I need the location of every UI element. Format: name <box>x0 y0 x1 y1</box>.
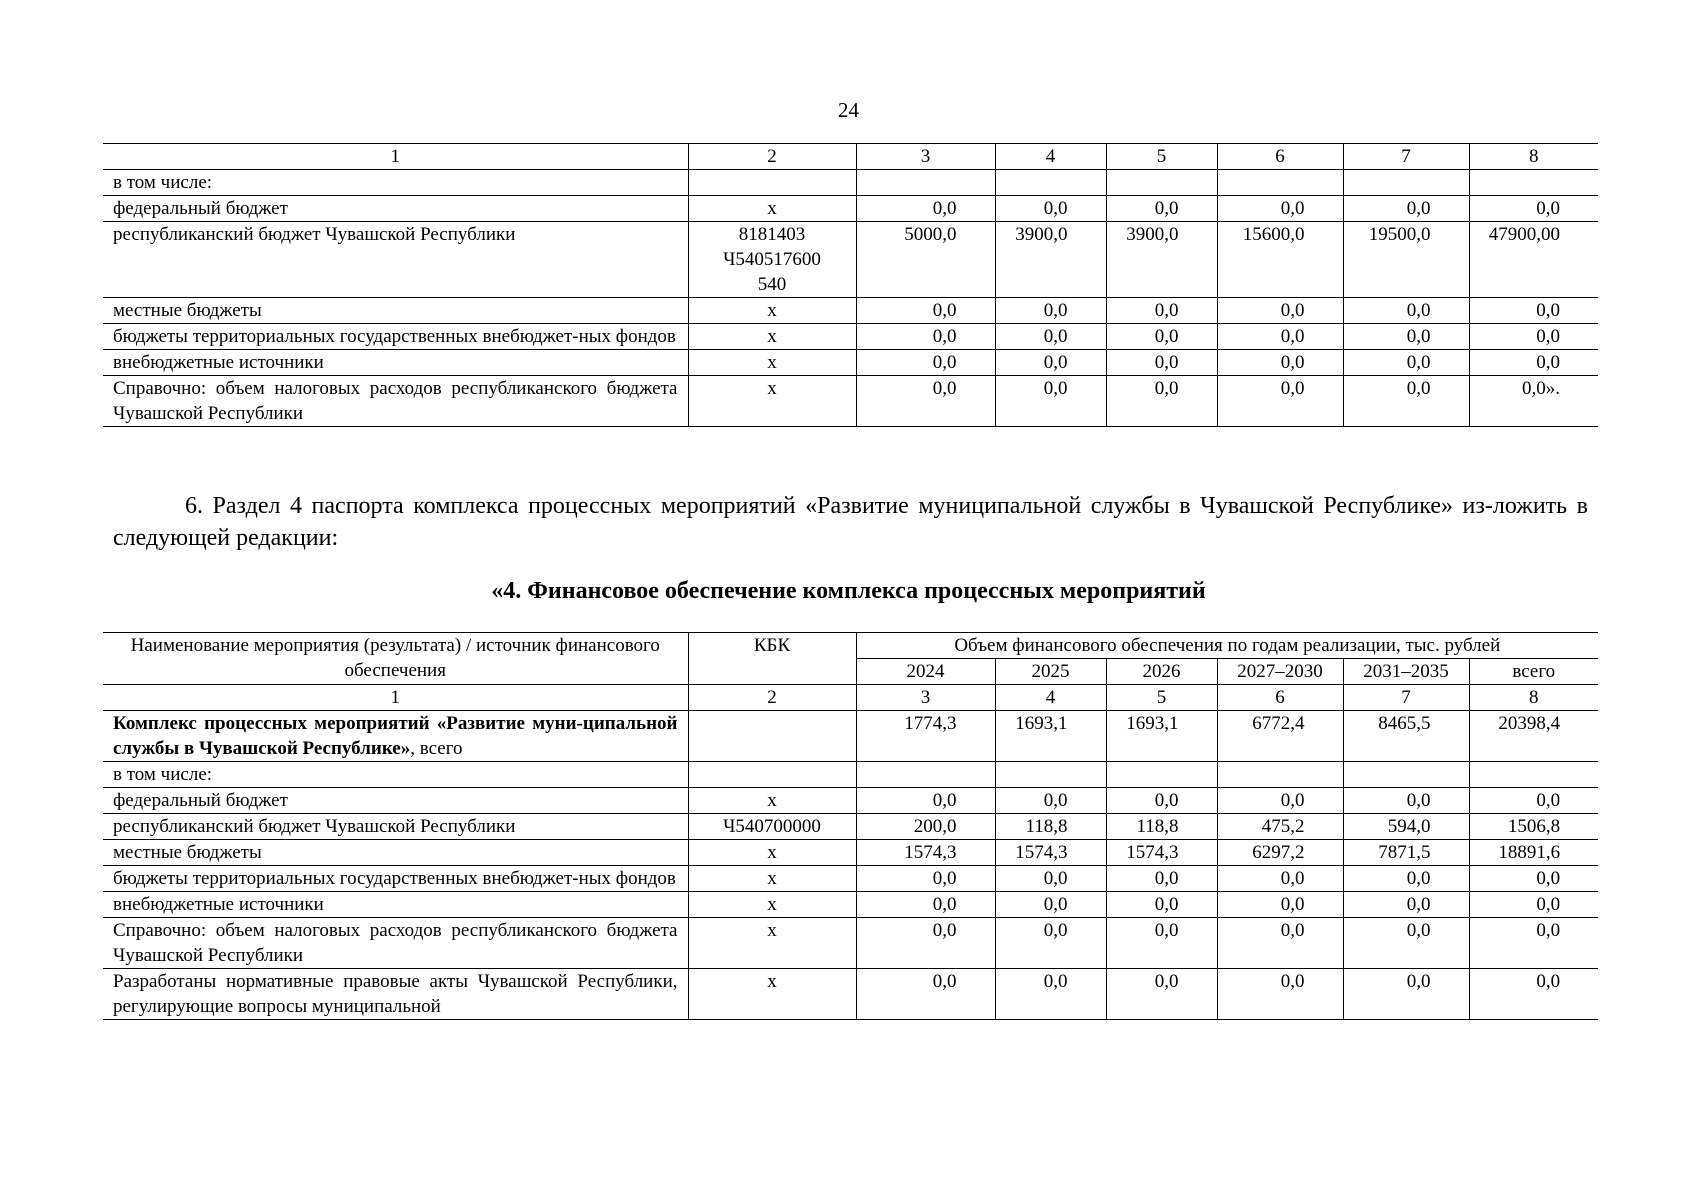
header-year: 2024 <box>856 659 995 685</box>
column-number: 7 <box>1343 685 1469 711</box>
row-value: 0,0 <box>856 788 995 814</box>
column-number: 2 <box>688 144 856 170</box>
column-number: 3 <box>856 685 995 711</box>
row-value: 0,0 <box>1106 866 1217 892</box>
row-kbk: х <box>688 376 856 427</box>
row-value: 0,0 <box>995 376 1106 427</box>
row-value: 0,0 <box>1217 324 1343 350</box>
row-value <box>995 170 1106 196</box>
row-value: 0,0 <box>856 298 995 324</box>
column-number: 5 <box>1106 144 1217 170</box>
row-value: 0,0 <box>995 969 1106 1020</box>
table-row <box>103 222 1598 298</box>
row-value: 0,0 <box>1343 892 1469 918</box>
row-kbk: х <box>688 918 856 969</box>
row-value: 200,0 <box>856 814 995 840</box>
row-value: 6772,4 <box>1217 711 1343 762</box>
table-row <box>103 196 1598 222</box>
row-value: 18891,6 <box>1469 840 1598 866</box>
row-name: внебюджетные источники <box>103 350 688 376</box>
row-value: 0,0 <box>856 866 995 892</box>
table-row <box>103 762 1598 788</box>
row-value <box>1106 170 1217 196</box>
row-value: 0,0 <box>1343 376 1469 427</box>
row-value: 0,0 <box>856 350 995 376</box>
row-value: 0,0 <box>1343 969 1469 1020</box>
row-kbk <box>688 762 856 788</box>
row-value: 118,8 <box>1106 814 1217 840</box>
row-value: 0,0 <box>1106 350 1217 376</box>
table-row <box>103 969 1598 1020</box>
row-name: федеральный бюджет <box>103 788 688 814</box>
row-value: 0,0 <box>1217 350 1343 376</box>
row-name: Справочно: объем налоговых расходов республиканского бюджета Чувашской Республики <box>103 376 688 427</box>
row-value: 0,0 <box>995 892 1106 918</box>
table-row <box>103 866 1598 892</box>
row-value: 8465,5 <box>1343 711 1469 762</box>
row-value: 1574,3 <box>856 840 995 866</box>
row-value: 0,0 <box>1217 788 1343 814</box>
row-value: 0,0 <box>1217 892 1343 918</box>
row-value: 1774,3 <box>856 711 995 762</box>
row-value: 1574,3 <box>1106 840 1217 866</box>
row-value: 1693,1 <box>1106 711 1217 762</box>
column-number: 2 <box>688 685 856 711</box>
total-row-name <box>103 711 688 762</box>
table-row <box>103 170 1598 196</box>
row-value: 0,0 <box>1217 196 1343 222</box>
row-value: 118,8 <box>995 814 1106 840</box>
row-value: 0,0 <box>1106 788 1217 814</box>
row-kbk: х <box>688 788 856 814</box>
row-kbk: Ч540700000 <box>688 814 856 840</box>
row-value <box>856 170 995 196</box>
row-value: 0,0 <box>1343 350 1469 376</box>
row-value: 5000,0 <box>856 222 995 298</box>
row-value <box>1106 762 1217 788</box>
row-value: 6297,2 <box>1217 840 1343 866</box>
row-value: 0,0 <box>995 298 1106 324</box>
row-value: 15600,0 <box>1217 222 1343 298</box>
row-value: 0,0 <box>1106 196 1217 222</box>
row-value: 0,0 <box>1106 892 1217 918</box>
row-value: 594,0 <box>1343 814 1469 840</box>
row-kbk: х <box>688 298 856 324</box>
row-value: 0,0 <box>856 324 995 350</box>
row-value: 0,0 <box>1343 866 1469 892</box>
row-value: 3900,0 <box>1106 222 1217 298</box>
header-year: 2027–2030 <box>1217 659 1343 685</box>
page-number: 24 <box>838 98 859 122</box>
row-value: 0,0 <box>1217 376 1343 427</box>
row-value <box>856 762 995 788</box>
row-name: внебюджетные источники <box>103 892 688 918</box>
row-kbk: х <box>688 324 856 350</box>
row-value: 0,0 <box>1343 788 1469 814</box>
row-value: 0,0 <box>1469 892 1598 918</box>
row-value: 0,0 <box>1469 298 1598 324</box>
row-kbk <box>688 711 856 762</box>
row-value: 0,0 <box>1106 918 1217 969</box>
column-number: 8 <box>1469 144 1598 170</box>
row-value <box>1217 762 1343 788</box>
row-kbk <box>688 170 856 196</box>
row-value: 0,0 <box>1106 298 1217 324</box>
row-value: 0,0 <box>1343 196 1469 222</box>
row-value <box>1343 170 1469 196</box>
row-value: 0,0 <box>995 324 1106 350</box>
row-name: Разработаны нормативные правовые акты Чувашской Республики, регулирующие вопросы муниципальной <box>103 969 688 1020</box>
table-row <box>103 814 1598 840</box>
row-value: 1693,1 <box>995 711 1106 762</box>
row-value <box>1469 762 1598 788</box>
column-number: 7 <box>1343 144 1469 170</box>
row-kbk: х <box>688 866 856 892</box>
row-name: местные бюджеты <box>103 298 688 324</box>
row-value: 0,0 <box>856 969 995 1020</box>
row-value: 0,0 <box>856 892 995 918</box>
row-name: федеральный бюджет <box>103 196 688 222</box>
row-value: 0,0 <box>1217 918 1343 969</box>
row-value <box>1217 170 1343 196</box>
row-value: 0,0 <box>856 376 995 427</box>
column-number-row <box>103 685 1598 711</box>
header-name: Наименование мероприятия (результата) / источник финансового обеспечения <box>103 633 688 685</box>
table-row <box>103 376 1598 427</box>
row-kbk: х <box>688 196 856 222</box>
row-value: 0,0 <box>1106 969 1217 1020</box>
row-name: бюджеты территориальных государственных внебюджет-ных фондов <box>103 324 688 350</box>
row-name: Справочно: объем налоговых расходов республиканского бюджета Чувашской Республики <box>103 918 688 969</box>
column-number: 1 <box>103 685 688 711</box>
row-name: в том числе: <box>103 762 688 788</box>
table-header-row <box>103 633 1598 659</box>
row-value: 0,0 <box>856 918 995 969</box>
row-value: 0,0 <box>995 196 1106 222</box>
row-value: 0,0». <box>1469 376 1598 427</box>
row-value: 0,0 <box>856 196 995 222</box>
financing-table <box>103 632 1598 1020</box>
table-row <box>103 298 1598 324</box>
header-kbk: КБК <box>688 633 856 685</box>
row-name: республиканский бюджет Чувашской Республики <box>103 222 688 298</box>
row-name: республиканский бюджет Чувашской Республики <box>103 814 688 840</box>
amendment-paragraph: 6. Раздел 4 паспорта комплекса процессных мероприятий «Развитие муниципальной службы в Чувашской Республике» из-ложить в следующей редакции: <box>113 493 1588 551</box>
row-value: 1506,8 <box>1469 814 1598 840</box>
row-value: 20398,4 <box>1469 711 1598 762</box>
column-number: 8 <box>1469 685 1598 711</box>
row-value: 0,0 <box>1343 298 1469 324</box>
total-row-name-tail: , всего <box>410 738 463 759</box>
row-name: бюджеты территориальных государственных внебюджет-ных фондов <box>103 866 688 892</box>
column-number: 6 <box>1217 144 1343 170</box>
row-value: 0,0 <box>1217 969 1343 1020</box>
row-value: 3900,0 <box>995 222 1106 298</box>
table-row <box>103 892 1598 918</box>
header-year: всего <box>1469 659 1598 685</box>
row-value: 0,0 <box>1469 196 1598 222</box>
row-kbk: х <box>688 969 856 1020</box>
column-number: 4 <box>995 685 1106 711</box>
row-value: 0,0 <box>1469 918 1598 969</box>
row-value: 0,0 <box>1469 969 1598 1020</box>
row-kbk: х <box>688 350 856 376</box>
row-kbk: 8181403 Ч540517600 540 <box>688 222 856 298</box>
row-value: 475,2 <box>1217 814 1343 840</box>
row-name: местные бюджеты <box>103 840 688 866</box>
row-value: 7871,5 <box>1343 840 1469 866</box>
row-kbk: х <box>688 892 856 918</box>
row-name: в том числе: <box>103 170 688 196</box>
section-heading: «4. Финансовое обеспечение комплекса процессных мероприятий <box>491 578 1206 604</box>
row-value: 0,0 <box>1469 350 1598 376</box>
table-row <box>103 324 1598 350</box>
row-value: 47900,00 <box>1469 222 1598 298</box>
financing-table-continued <box>103 143 1598 427</box>
row-value: 0,0 <box>995 350 1106 376</box>
column-number: 1 <box>103 144 688 170</box>
row-value: 0,0 <box>995 866 1106 892</box>
table-row <box>103 788 1598 814</box>
row-value <box>995 762 1106 788</box>
row-value <box>1469 170 1598 196</box>
row-kbk: х <box>688 840 856 866</box>
row-value <box>1343 762 1469 788</box>
column-number: 3 <box>856 144 995 170</box>
row-value: 0,0 <box>1469 866 1598 892</box>
table-row <box>103 918 1598 969</box>
header-year: 2025 <box>995 659 1106 685</box>
row-value: 0,0 <box>1217 298 1343 324</box>
row-value: 0,0 <box>995 918 1106 969</box>
header-year: 2026 <box>1106 659 1217 685</box>
column-number: 5 <box>1106 685 1217 711</box>
total-row-name-bold: Комплекс процессных мероприятий «Развитие муни-ципальной службы в Чувашской Республике» <box>113 713 678 759</box>
row-value: 0,0 <box>1217 866 1343 892</box>
row-value: 0,0 <box>1106 324 1217 350</box>
row-value: 0,0 <box>1469 788 1598 814</box>
header-volume: Объем финансового обеспечения по годам реализации, тыс. рублей <box>856 633 1598 659</box>
row-value: 0,0 <box>995 788 1106 814</box>
header-year: 2031–2035 <box>1343 659 1469 685</box>
row-value: 1574,3 <box>995 840 1106 866</box>
row-value: 0,0 <box>1106 376 1217 427</box>
table-row <box>103 840 1598 866</box>
row-value: 0,0 <box>1343 324 1469 350</box>
row-value: 0,0 <box>1469 324 1598 350</box>
total-row <box>103 711 1598 762</box>
row-value: 19500,0 <box>1343 222 1469 298</box>
column-number: 4 <box>995 144 1106 170</box>
column-number: 6 <box>1217 685 1343 711</box>
column-number-row <box>103 144 1598 170</box>
table-row <box>103 350 1598 376</box>
row-value: 0,0 <box>1343 918 1469 969</box>
